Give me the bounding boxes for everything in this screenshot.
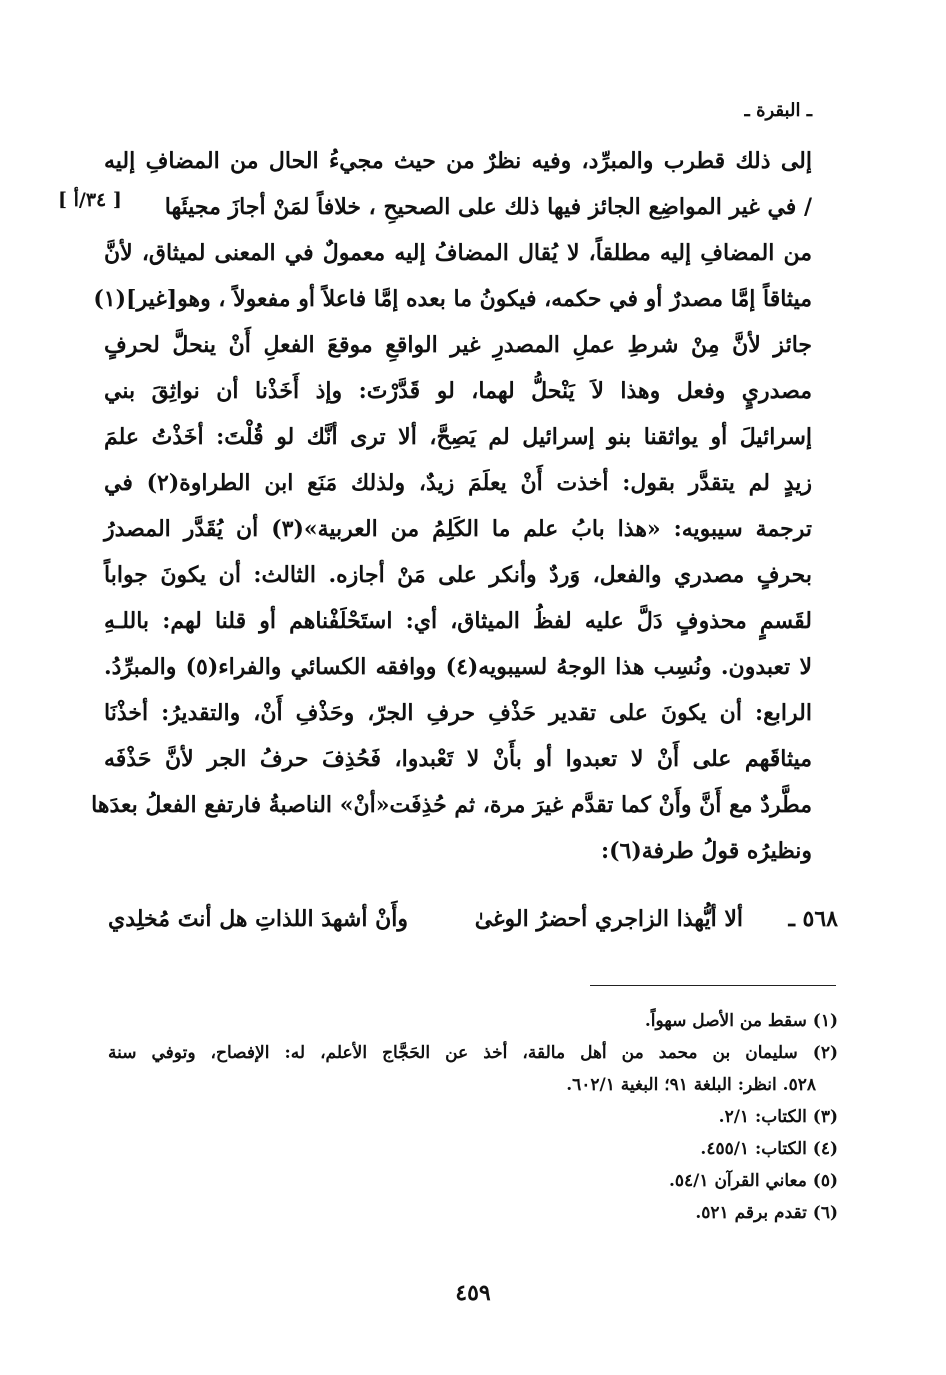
footnote-continuation: ٥٢٨. انظر: البلغة ٩١؛ البغية ٦٠٢/١. [566,1075,816,1095]
verse-first-hemistich: ألا أيُّهذا الزاجري أحضرُ الوغىٰ [474,906,743,932]
footnote-separator [590,985,836,986]
footnote: (١) سقط من الأصل سهواً. [644,1011,838,1031]
body-line: ميثاقَهم على أَنْ لا تعبدوا أو بأَنْ لا تَعْبدوا، فَحُذِفَ حرفُ الجر لأنَّ حَذْفَه [104,746,813,772]
body-line: إسرائيلَ أو يواثقنا بنو إسرائيل لم يَصِحَّ، ألا ترى أنَّك لو قُلْتَ: أخَذْتُ علمَ [104,424,812,450]
body-line: لا تعبدون. ونُسِب هذا الوجهُ لسيبويه(٤) ووافقه الكسائي والفراء(٥) والمبرِّدُ. [104,654,813,680]
body-line: الرابع: أن يكونَ على تقدير حَذْفِ حرفِ الجرّ، وحَذْفِ أَنْ، والتقديرُ: أخذْنَا [104,700,812,726]
body-line: / في غير المواضِع الجائز فيها ذلك على الصحيحِ ، خلافاً لمَنْ أجازَ مجيئَها [164,194,812,220]
running-header: ـ البقرة ـ [744,100,812,121]
body-line: مصدريٍ وفعل وهذا لاَ يَنْحلُّ لهما، لو قَدَّرْتَ: وإذ أَخَذْنا أن نواثِقَ بني [104,378,812,404]
body-line: ونظيرُه قولُ طرفة(٦): [600,838,812,864]
body-line: زيدٍ لم يتقدَّر بقول: أخذت أَنْ يعلَمَ زيدٌ، ولذلك مَنَع ابن الطراوة(٢) في [104,470,812,496]
verse-number: ٥٦٨ ـ [788,906,838,932]
body-line: لقَسمٍ محذوفٍ دَلَّ عليه لفظُ الميثاق، أي: استَحْلَفْناهم أو قلنا لهم: باللـهِ [104,608,812,634]
verse-second-hemistich: وأَنْ أشهدَ اللذاتِ هل أنتَ مُخلِدي [108,906,409,932]
body-line: بحرفٍ مصدري والفعل، وَردٌ وأنكر على مَنْ أجازه. الثالث: أن يكونَ جواباً [104,562,812,588]
body-line: من المضافِ إليه مطلقاً، لا يُقال المضافُ إليه معمولٌ في المعنى لميثاق، لأنَّ [104,240,812,266]
footnote: (٥) معاني القرآن ٥٤/١. [669,1171,838,1191]
footnote: (٢) سليمان بن محمد من أهل مالقة، أخذ عن الحَجَّاج الأعلم، له: الإفصاح، وتوفي سنة [108,1043,838,1063]
body-line: ميثاقاً إمَّا مصدرٌ أو في حكمه، فيكونُ ما بعده إمَّا فاعلاً أو مفعولاً ، وهو[غير](١) [93,286,812,312]
footnotes [108,1005,838,1229]
footnote: (٤) الكتاب: ٤٥٥/١. [700,1139,838,1159]
footnote: (٦) تقدم برقم ٥٢١. [695,1203,838,1223]
body-line: إلى ذلك قطرب والمبرِّد، وفيه نظرٌ من حيث مجيءُ الحال من المضافِ إليه [104,148,812,174]
poetry-verse [108,896,838,946]
body-line: مطَّردٌ مع أَنَّ وأَنْ كما تقدَّم غيرَ مرة، ثم حُذِفَت«أنْ» الناصبةُ فارتفع الفعلُ بعدَها [91,792,812,818]
body-text [91,138,813,874]
body-line: ترجمة سيبويه: «هذا بابُ علم ما الكَلِمُ من العربية»(٣) أن يُقَدَّر المصدرُ [104,516,812,542]
page-number: ٤٥٩ [455,1280,491,1306]
manuscript-folio-reference: [ ٣٤/أ ] [58,189,122,211]
body-line: جائز لأنَّ مِنْ شرطِ عملِ المصدرِ غير الواقعِ موقعَ الفعلِ أَنْ ينحلَّ لحرفٍ [104,332,812,358]
footnote: (٣) الكتاب: ٢/١. [718,1107,838,1127]
